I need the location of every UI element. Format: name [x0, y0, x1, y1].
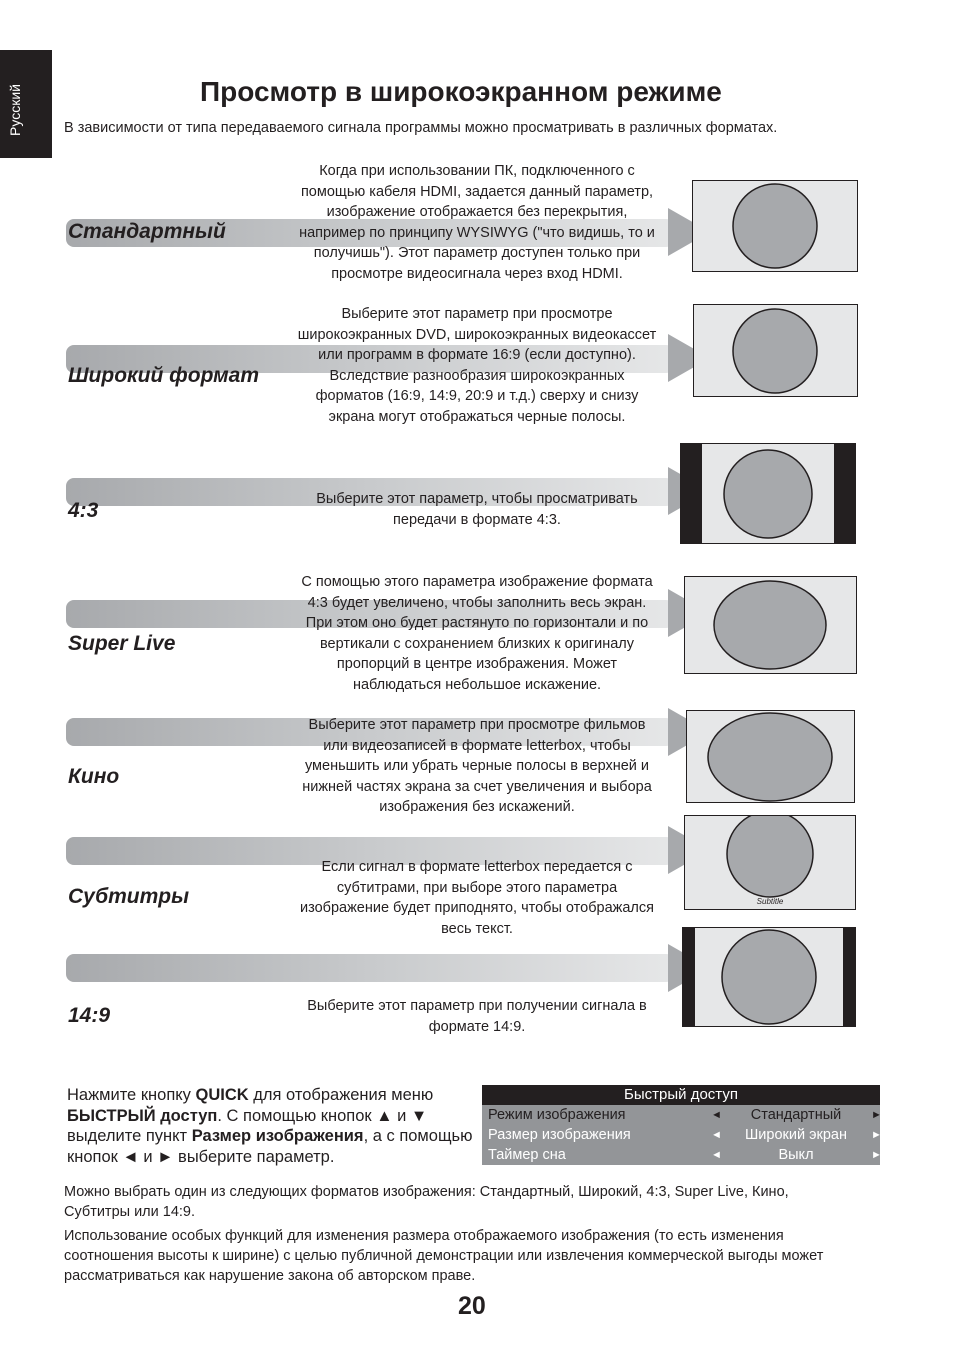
- language-label: Русский: [7, 84, 23, 136]
- mode-label-standard: Стандартный: [68, 220, 226, 243]
- right-arrow-icon: ►: [871, 1109, 882, 1121]
- item-name: Размер изображения: [191, 1127, 364, 1145]
- screen-14-9: [682, 927, 856, 1027]
- left-arrow-icon: ◄: [711, 1149, 722, 1161]
- subtitle-caption: Subtitle: [756, 897, 784, 906]
- mode-desc-cinema: Выберите этот параметр при просмотре фильмов или видеозаписей в формате letterbox, чтобы уменьшить или убрать черные полосы в верхней и нижней частях экрана за счет увеличения и выбора изображения без искажений.: [302, 717, 652, 815]
- mode-label-cinema: Кино: [68, 765, 120, 788]
- mode-desc-superlive: С помощью этого параметра изображение формата 4:3 будет увеличено, чтобы заполнить весь экран. При этом оно будет растянуто по горизонтали и по вертикали с сохранением близких к оригиналу пропорций в центре изображения. Может наблюдаться небольшое искажение.: [301, 574, 653, 693]
- page-number: 20: [458, 1292, 486, 1320]
- quick-menu: [482, 1085, 880, 1165]
- screen-superlive: [684, 576, 857, 674]
- menu-row-label: Размер изображения: [488, 1127, 631, 1143]
- instruction-part: . С помощью кнопок ▲ и ▼ выделите пункт: [67, 1106, 428, 1145]
- menu-row-value: Выкл: [778, 1147, 814, 1163]
- menu-row-label: Таймер сна: [488, 1147, 566, 1163]
- intro-text: В зависимости от типа передаваемого сигнала программы можно просматривать в различных форматах.: [64, 120, 778, 136]
- screen-cinema: [686, 710, 855, 803]
- mode-label-subtitle: Субтитры: [68, 885, 190, 908]
- mode-label-superlive: Super Live: [68, 632, 176, 655]
- right-arrow-icon: ►: [871, 1149, 882, 1161]
- mode-band-14-9: [66, 954, 674, 982]
- mode-desc-14-9: Выберите этот параметр при получении сигнала в формате 14:9.: [307, 998, 647, 1035]
- screen-4-3: [680, 443, 856, 544]
- left-arrow-icon: ◄: [711, 1129, 722, 1141]
- menu-row-picture-mode[interactable]: [482, 1105, 880, 1125]
- menu-row-picture-size[interactable]: [482, 1125, 880, 1145]
- note-copyright: Использование особых функций для изменения размера отображаемого изображения (то есть изменения соотношения высоты к ширине) с целью публичной демонстрации или извлечения коммерческой выгоды может рассматриваться как нарушение закона об авторском праве.: [64, 1228, 824, 1284]
- language-tab: [0, 50, 52, 158]
- menu-name: БЫСТРЫЙ доступ: [67, 1106, 218, 1125]
- menu-row-label: Режим изображения: [488, 1107, 626, 1123]
- mode-desc-subtitle: Если сигнал в формате letterbox передается с субтитрами, при выборе этого параметра изображение будет приподнято, чтобы отображался весь текст.: [300, 859, 654, 937]
- mode-desc-4-3: Выберите этот параметр, чтобы просматривать передачи в формате 4:3.: [316, 491, 638, 528]
- instruction-part: для отображения меню: [248, 1086, 434, 1104]
- screen-wide: [693, 304, 858, 397]
- page-title: Просмотр в широкоэкранном режиме: [200, 76, 722, 107]
- right-arrow-icon: ►: [871, 1129, 882, 1141]
- mode-label-14-9: 14:9: [68, 1004, 111, 1027]
- screen-subtitle: [684, 815, 856, 910]
- note-formats: Можно выбрать один из следующих форматов изображения: Стандартный, Широкий, 4:3, Super Live, Кино, Субтитры или 14:9.: [64, 1184, 789, 1220]
- quick-menu-title: Быстрый доступ: [482, 1085, 880, 1105]
- menu-row-value: Стандартный: [750, 1107, 842, 1123]
- instruction-text: [67, 1085, 477, 1167]
- menu-row-value: Широкий экран: [745, 1127, 847, 1143]
- mode-desc-wide: Выберите этот параметр при просмотре широкоэкранных DVD, широкоэкранных видеокассет или программ в формате 16:9 (если доступно). Вследствие разнообразия широкоэкранных форматов (16:9, 14:9, 20:9 и т.д.) сверху и снизу экрана могут отображаться черные полосы.: [297, 306, 657, 425]
- quick-button-name: QUICK: [195, 1086, 249, 1104]
- left-arrow-icon: ◄: [711, 1109, 722, 1121]
- mode-label-4-3: 4:3: [68, 499, 99, 522]
- instruction-part: , а с помощью кнопок ◄ и ► выберите параметр.: [67, 1127, 473, 1166]
- instruction-part: Нажмите кнопку: [67, 1086, 196, 1104]
- screen-standard: [692, 180, 858, 272]
- mode-desc-standard: Когда при использовании ПК, подключенного с помощью кабеля HDMI, задается данный параметр, изображение отображается без перекрытия, например по принципу WYSIWYG ("что видишь, то и получишь"). Этот параметр доступен только при просмотре видеосигнала через вход HDMI.: [299, 163, 655, 282]
- mode-label-wide: Широкий формат: [68, 364, 260, 387]
- menu-row-sleep-timer[interactable]: [482, 1145, 880, 1165]
